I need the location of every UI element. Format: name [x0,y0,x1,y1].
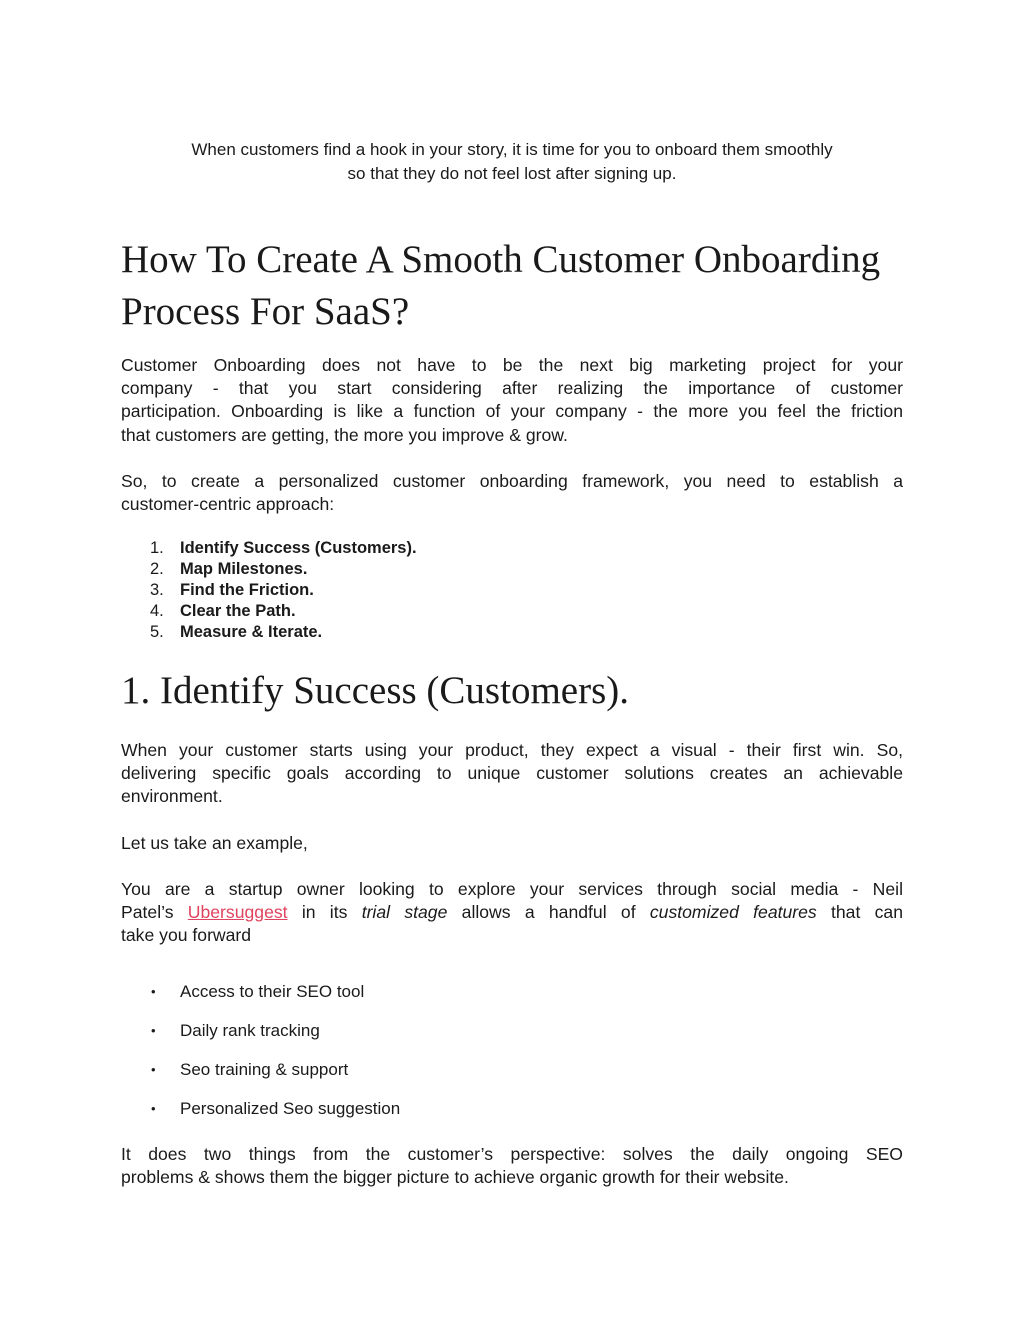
paragraph-line: When your customer starts using your product, they expect a visual - their first win. So, [121,740,903,760]
list-item-label: Map Milestones. [180,560,308,578]
paragraph-line: problems & shows them the bigger picture to achieve organic growth for their website. [121,1167,789,1188]
list-item-label: Clear the Path. [180,602,296,620]
list-item [121,622,417,643]
paragraph-line: company - that you start considering after realizing the importance of customer [121,378,903,399]
paragraph-line [121,901,903,924]
list-item-label: Access to their SEO tool [180,982,365,1001]
list-item-label: Find the Friction. [180,581,314,599]
list-number: 5. [150,623,164,641]
paragraph-onboarding-intro [121,354,903,447]
paragraph-line: environment. [121,786,223,807]
list-item-label: Measure & Iterate. [180,623,323,641]
text-run: allows a handful of [447,902,650,923]
main-heading [121,234,903,338]
list-item-label: Seo training & support [180,1060,349,1079]
list-item [121,538,417,559]
steps-list [121,538,417,643]
bullet-icon: • [151,1101,156,1116]
emphasis-customized-features: customized features [649,902,817,923]
paragraph-first-win [121,739,903,809]
paragraph-example [121,832,903,855]
ubersuggest-link[interactable]: Ubersuggest [187,902,288,923]
text-run: Patel’s [121,902,188,923]
paragraph-line: You are a startup owner looking to explore your services through social media - Neil [121,879,903,899]
list-item [121,601,417,622]
emphasis-trial-stage: trial stage [361,902,448,923]
list-item [121,1097,400,1136]
paragraph-line: So, to create a personalized customer onboarding framework, you need to establish a [121,471,903,491]
list-item-label: Daily rank tracking [180,1021,320,1040]
text-run: that can [816,902,903,923]
paragraph-line: Let us take an example, [121,833,308,853]
paragraph-line: It does two things from the customer’s perspective: solves the daily ongoing SEO [121,1144,903,1164]
paragraph-framework [121,470,903,516]
list-item-label: Identify Success (Customers). [180,539,417,557]
list-number: 3. [150,581,164,599]
list-number: 4. [150,602,164,620]
section-heading: 1. Identify Success (Customers). [121,669,629,712]
list-item [121,1019,400,1058]
paragraph-line: that customers are getting, the more you improve & grow. [121,424,568,445]
main-heading-line: How To Create A Smooth Customer Onboarding [121,238,881,281]
paragraph-line: delivering specific goals according to unique customer solutions creates an achievable [121,763,903,784]
paragraph-line: Customer Onboarding does not have to be the next big marketing project for your [121,355,903,375]
paragraph-startup-owner [121,878,903,948]
list-item-label: Personalized Seo suggestion [180,1099,401,1118]
intro-text [121,138,903,186]
features-list [121,980,400,1136]
list-item [121,980,400,1019]
bullet-icon: • [151,1023,156,1038]
paragraph-two-things [121,1143,903,1189]
list-item [121,580,417,601]
paragraph-line: participation. Onboarding is like a function of your company - the more you feel the friction [121,401,903,422]
bullet-icon: • [151,984,156,999]
text-run: in its [287,902,362,923]
list-number: 2. [150,560,164,578]
main-heading-line: Process For SaaS? [121,290,410,333]
paragraph-line: customer-centric approach: [121,494,335,515]
list-number: 1. [150,539,164,557]
paragraph-line: take you forward [121,925,252,946]
bullet-icon: • [151,1062,156,1077]
intro-line: so that they do not feel lost after signing up. [347,164,677,183]
list-item [121,559,417,580]
list-item [121,1058,400,1097]
intro-line: When customers find a hook in your story, it is time for you to onboard them smoothly [191,140,833,159]
